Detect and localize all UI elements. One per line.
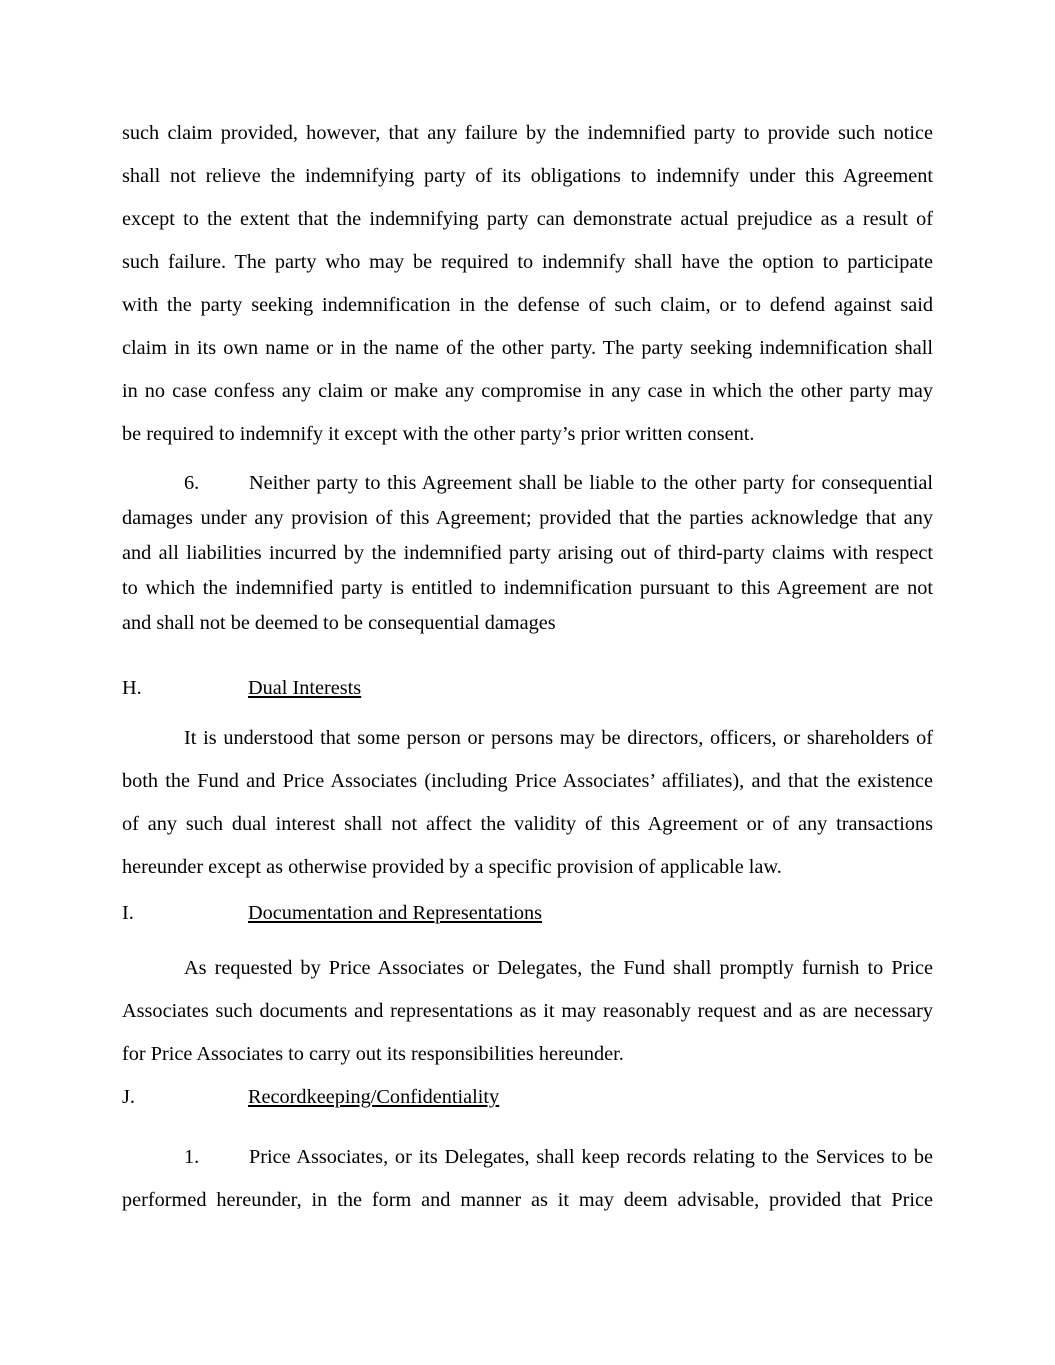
text-line: of any such dual interest shall not affect the validity of this Agreement or of any transactions (122, 813, 933, 835)
text-line: in no case confess any claim or make any compromise in any case in which the other party may (122, 380, 933, 402)
continued-paragraph (122, 112, 933, 456)
indented-paragraph (122, 717, 933, 889)
numbered-paragraph (122, 466, 933, 641)
text-line: claim in its own name or in the name of the other party. The party seeking indemnification shall (122, 337, 933, 359)
section-letter: H. (122, 677, 142, 699)
text-line: hereunder except as otherwise provided by a specific provision of applicable law. (122, 856, 782, 878)
text-line: As requested by Price Associates or Delegates, the Fund shall promptly furnish to Price (184, 957, 933, 979)
indented-paragraph (122, 947, 933, 1076)
text-line: for Price Associates to carry out its responsibilities hereunder. (122, 1043, 624, 1065)
text-line: shall not relieve the indemnifying party of its obligations to indemnify under this Agreement (122, 165, 933, 187)
paragraph-number: 6. (184, 472, 200, 494)
text-line: with the party seeking indemnification in the defense of such claim, or to defend against said (122, 294, 933, 316)
section-title: Recordkeeping/Confidentiality (248, 1086, 500, 1108)
section-letter: J. (122, 1086, 135, 1108)
text-line: such failure. The party who may be required to indemnify shall have the option to participate (122, 251, 933, 273)
text-line: damages under any provision of this Agreement; provided that the parties acknowledge that any (122, 507, 933, 529)
section-title: Documentation and Representations (248, 902, 542, 924)
section-heading (122, 667, 933, 710)
section-letter: I. (122, 902, 134, 924)
text-line: performed hereunder, in the form and manner as it may deem advisable, provided that Price (122, 1189, 933, 1211)
text-line: and shall not be deemed to be consequential damages (122, 612, 556, 634)
text-line: and all liabilities incurred by the indemnified party arising out of third-party claims with respect (122, 542, 933, 564)
text-line (122, 1136, 933, 1179)
line-text: Price Associates, or its Delegates, shall keep records relating to the Services to be (249, 1146, 933, 1168)
text-line: both the Fund and Price Associates (including Price Associates’ affiliates), and that the existence (122, 770, 933, 792)
text-line: Associates such documents and representations as it may reasonably request and as are necessary (122, 1000, 933, 1022)
text-line: such claim provided, however, that any failure by the indemnified party to provide such notice (122, 122, 933, 144)
text-line: except to the extent that the indemnifying party can demonstrate actual prejudice as a result of (122, 208, 933, 230)
paragraph-number: 1. (184, 1146, 200, 1168)
text-line: be required to indemnify it except with the other party’s prior written consent. (122, 423, 755, 445)
section-title: Dual Interests (248, 677, 362, 699)
section-heading (122, 892, 933, 935)
line-text: Neither party to this Agreement shall be liable to the other party for consequential (249, 472, 933, 494)
text-line (122, 466, 933, 501)
section-heading (122, 1076, 933, 1119)
text-line: to which the indemnified party is entitled to indemnification pursuant to this Agreement are not (122, 577, 933, 599)
numbered-paragraph (122, 1136, 933, 1222)
text-line: It is understood that some person or persons may be directors, officers, or shareholders of (184, 727, 933, 749)
